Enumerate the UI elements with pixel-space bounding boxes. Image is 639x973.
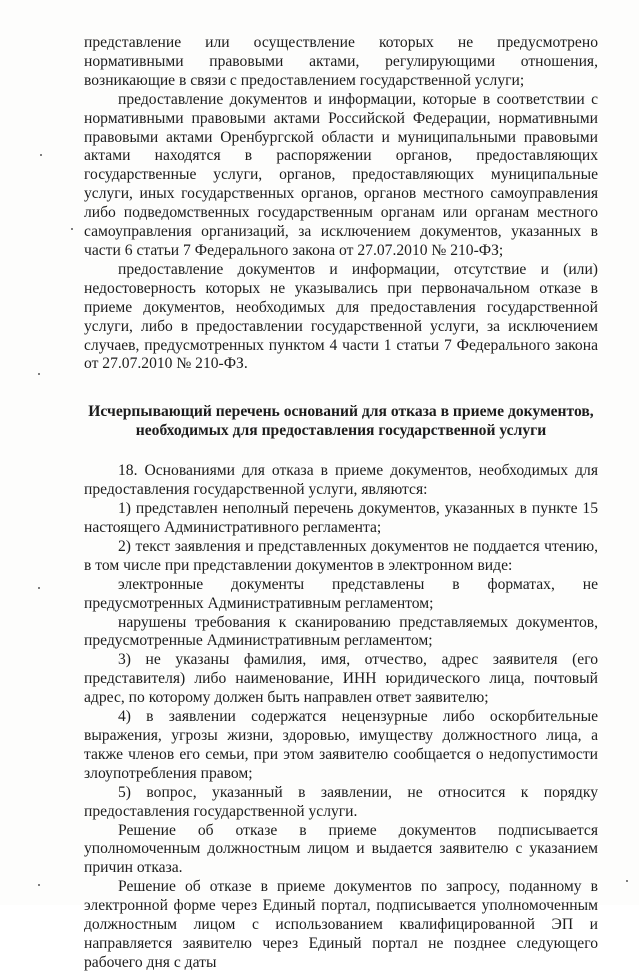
scan-speck bbox=[38, 373, 40, 375]
paragraph-bottom-6: 3) не указаны фамилия, имя, отчество, адрес заявителя (его представителя) либо наименование, ИНН юридического лица, почтовый адрес, по которому должен быть направлен ответ заявителю; bbox=[84, 651, 598, 707]
scan-speck bbox=[71, 228, 73, 230]
paragraph-bottom-8: 5) вопрос, указанный в заявлении, не относится к порядку предоставления государственной услуги. bbox=[84, 783, 598, 820]
paragraph-bottom-1: 18. Основаниями для отказа в приеме документов, необходимых для предоставления государственной услуги, являются: bbox=[84, 462, 598, 499]
document-body bbox=[84, 34, 598, 973]
paragraph-top-1: представление или осуществление которых не предусмотрено нормативными правовыми актами, регулирующими отношения, возникающие в связи с предоставлением государственной услуги; bbox=[84, 34, 598, 89]
paragraph-top-2: предоставление документов и информации, которые в соответствии с нормативными правовыми актами Российской Федерации, нормативными правовыми актами Оренбургской области и муниципальными правовыми актами находятся в распоряжении органов, предоставляющих государственные услуги, органов, предоставляющих муниципальные услуги, иных государственных органов, органов местного самоуправления либо подведомственных государственным органам или органам местного самоуправления организаций, за исключением документов, указанных в части 6 статьи 7 Федерального закона от 27.07.2010 № 210-ФЗ; bbox=[84, 90, 598, 259]
paragraph-bottom-9: Решение об отказе в приеме документов подписывается уполномоченным должностным лицом и выдается заявителю с указанием причин отказа. bbox=[84, 821, 598, 877]
scan-speck bbox=[626, 880, 628, 882]
scan-speck bbox=[38, 587, 40, 589]
paragraph-bottom-4: электронные документы представлены в форматах, не предусмотренных Административным регламентом; bbox=[84, 575, 598, 612]
paragraph-bottom-5: нарушены требования к сканированию представляемых документов, предусмотренные Административным регламентом; bbox=[84, 613, 598, 650]
paragraph-bottom-7: 4) в заявлении содержатся нецензурные либо оскорбительные выражения, угрозы жизни, здоровью, имуществу должностного лица, а также членов его семьи, при этом заявителю сообщается о недопустимости злоупотребления правом; bbox=[84, 708, 598, 782]
scan-speck bbox=[40, 154, 42, 156]
paragraph-bottom-3: 2) текст заявления и представленных документов не поддается чтению, в том числе при представлении документов в электронном виде: bbox=[84, 537, 598, 574]
section-heading: Исчерпывающий перечень оснований для отказа в приеме документов, необходимых для предоставления государственной услуги bbox=[88, 403, 594, 440]
paragraph-bottom-10: Решение об отказе в приеме документов по запросу, поданному в электронной форме через Единый портал, подписывается уполномоченным должностным лицом с использованием квалифицированной ЭП и направляется заявителю через Единый портал не позднее следующего рабочего дня с даты bbox=[84, 878, 598, 971]
scan-speck bbox=[38, 884, 40, 886]
paragraph-bottom-2: 1) представлен неполный перечень документов, указанных в пункте 15 настоящего Административного регламента; bbox=[84, 500, 598, 537]
paragraph-top-3: предоставление документов и информации, отсутствие и (или) недостоверность которых не указывались при первоначальном отказе в приеме документов, необходимых для предоставления государственной услуги, либо в предоставлении государственной услуги, за исключением случаев, предусмотренных пунктом 4 части 1 статьи 7 Федерального закона от 27.07.2010 № 210-ФЗ. bbox=[84, 260, 598, 373]
